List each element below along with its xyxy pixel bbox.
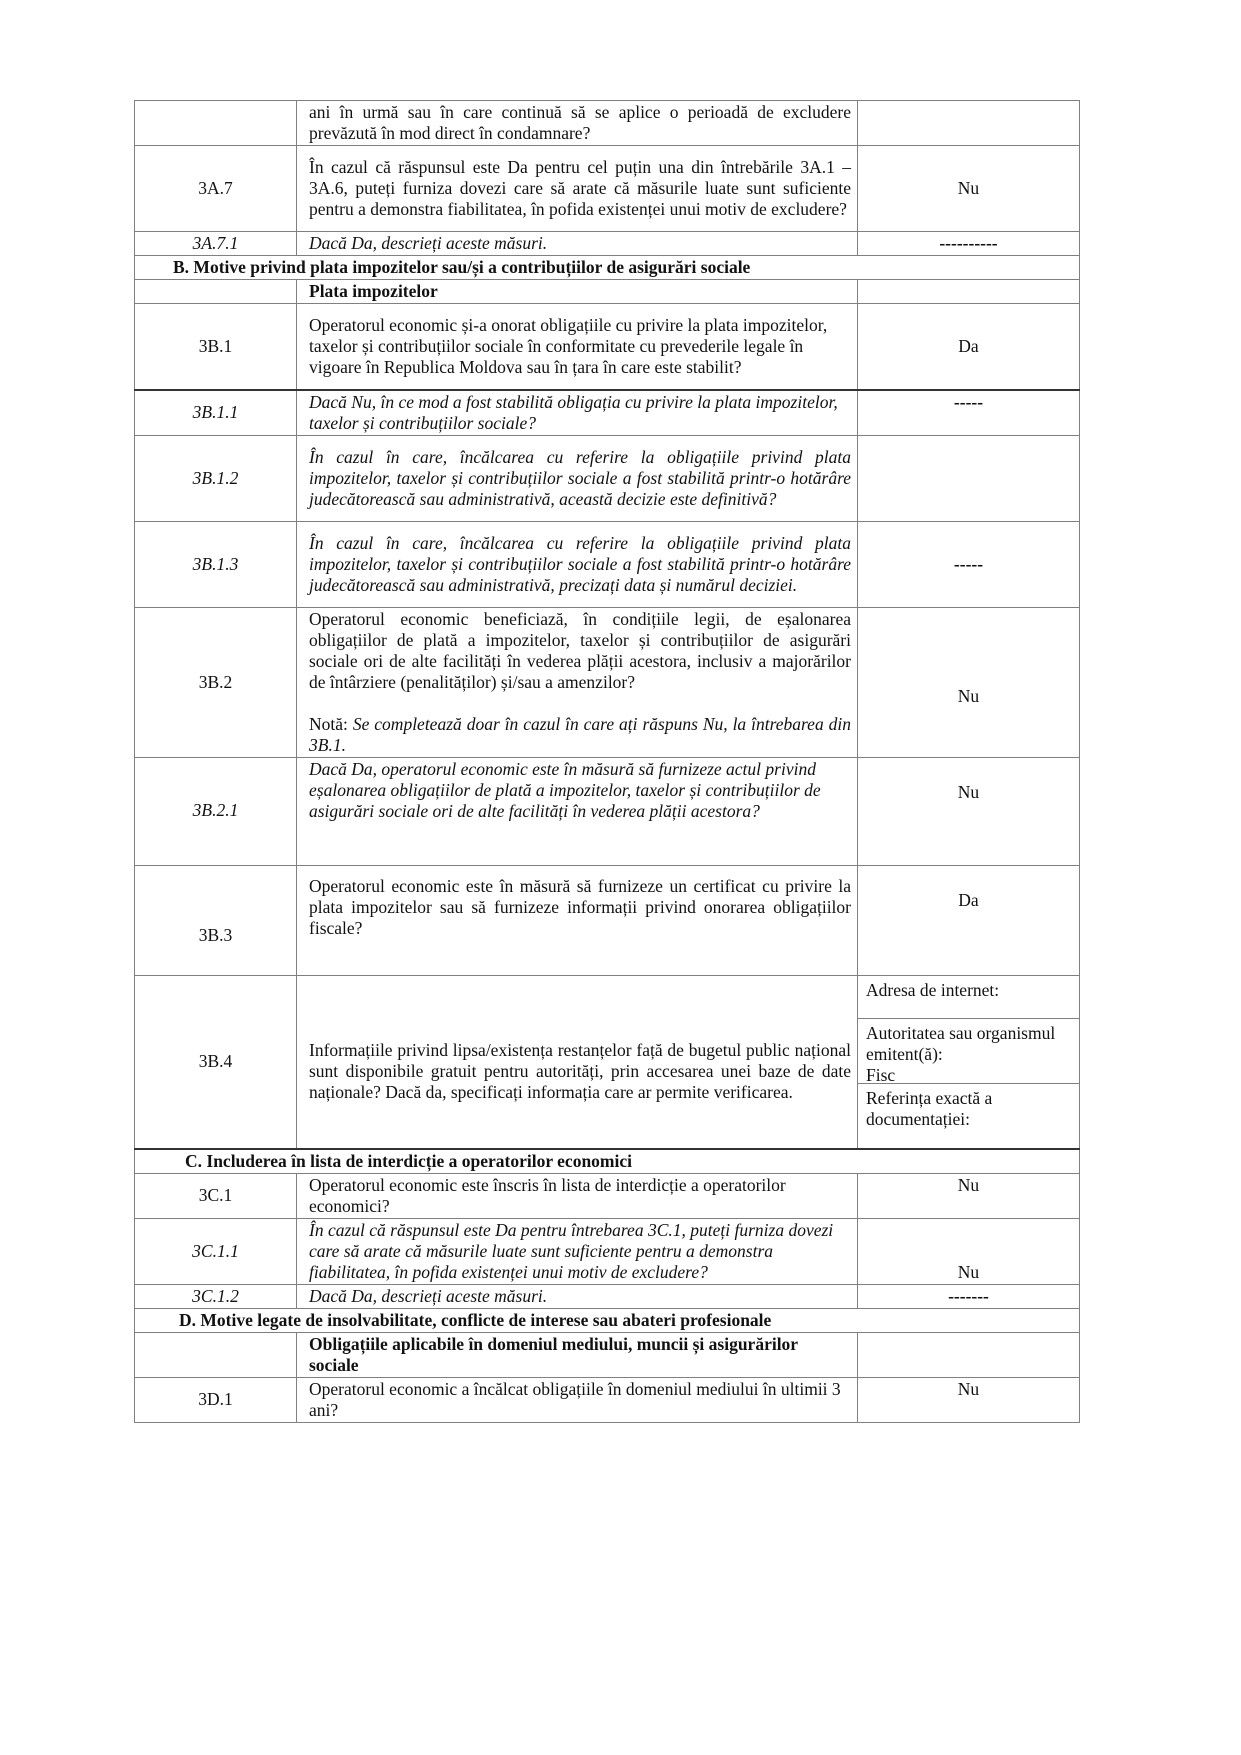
row-question: În cazul că răspunsul este Da pentru cel puțin una din întrebările 3A.1 – 3A.6, puteți furniza dovezi care să arate că măsurile luate sunt suficiente pentru a demonstra fiabilitatea, în pofida existenței unui motiv de excludere? — [297, 146, 858, 232]
authority-label: Autoritatea sau organismul emitent(ă): — [866, 1022, 1056, 1064]
table-row — [135, 521, 1080, 607]
table-row — [135, 1284, 1080, 1308]
row-code: 3A.7.1 — [135, 232, 297, 256]
exclusion-criteria-table — [134, 100, 1080, 1423]
row-answer: Nu — [858, 1377, 1080, 1422]
row-question: În cazul că răspunsul este Da pentru întrebarea 3C.1, puteți furniza dovezi care să arate că măsurile luate sunt suficiente pentru a demonstra fiabilitatea, în pofida existenței unui motiv de excludere? — [297, 1218, 858, 1284]
row-answer: ------- — [858, 1284, 1080, 1308]
row-answer: Nu — [858, 1218, 1080, 1284]
row-answer — [858, 435, 1080, 521]
row-code: 3B.4 — [135, 975, 297, 1149]
row-question: Operatorul economic a încălcat obligațiile în domeniul mediului în ultimii 3 ani? — [297, 1377, 858, 1422]
table-row — [135, 865, 1080, 975]
table-row — [135, 607, 1080, 757]
row-question: Dacă Da, descrieți aceste măsuri. — [297, 232, 858, 256]
section-title: B. Motive privind plata impozitelor sau/și a contribuțiilor de asigurări sociale — [135, 256, 1080, 280]
section-header-c — [135, 1149, 1080, 1174]
table-row — [135, 390, 1080, 436]
row-code: 3C.1.2 — [135, 1284, 297, 1308]
row-code: 3B.1 — [135, 304, 297, 390]
web-address-label: Adresa de internet: — [866, 979, 1000, 1000]
row-code: 3A.7 — [135, 146, 297, 232]
table-row — [135, 1332, 1080, 1377]
row-code: 3C.1 — [135, 1173, 297, 1218]
row-answer: Nu — [858, 1173, 1080, 1218]
table-row — [135, 1218, 1080, 1284]
table-row — [135, 304, 1080, 390]
row-answer: Nu — [858, 757, 1080, 865]
row-code — [135, 101, 297, 146]
row-code: 3B.1.1 — [135, 390, 297, 436]
row-code: 3B.3 — [135, 865, 297, 975]
subsection-title: Obligațiile aplicabile în domeniul mediului, muncii și asigurărilor sociale — [297, 1332, 858, 1377]
document-page — [134, 100, 1079, 1423]
table-row — [135, 975, 1080, 1149]
row-code: 3C.1.1 — [135, 1218, 297, 1284]
authority-field[interactable] — [858, 1019, 1079, 1084]
reference-label: Referința exactă a documentației: — [866, 1087, 993, 1129]
row-code: 3B.2 — [135, 607, 297, 757]
row-code — [135, 280, 297, 304]
row-code: 3B.1.2 — [135, 435, 297, 521]
table-row — [135, 1377, 1080, 1422]
row-answer: ----- — [858, 521, 1080, 607]
row-code — [135, 1332, 297, 1377]
row-question: Operatorul economic și-a onorat obligațiile cu privire la plata impozitelor, taxelor și contribuțiilor sociale în conformitate cu prevederile legale în vigoare în Republica Moldova sau în țara în care este stabilit? — [297, 304, 858, 390]
table-row — [135, 232, 1080, 256]
row-answer: Nu — [858, 146, 1080, 232]
row-question: Operatorul economic este înscris în lista de interdicție a operatorilor economici? — [297, 1173, 858, 1218]
row-code: 3D.1 — [135, 1377, 297, 1422]
row-code: 3B.2.1 — [135, 757, 297, 865]
row-question — [297, 607, 858, 757]
question-text: Operatorul economic beneficiază, în condițiile legii, de eșalonarea obligațiilor de plată a impozitelor, taxelor și contribuțiilor de asigurări sociale ori de alte facilități în vederea plății acestora, inclusiv a majorărilor de întârziere (penalităților) și/sau a amenzilor? — [309, 608, 851, 692]
reference-field[interactable] — [858, 1084, 1079, 1148]
section-header-d — [135, 1308, 1080, 1332]
section-header-b — [135, 256, 1080, 280]
answer-fields — [858, 975, 1080, 1149]
section-title: C. Includerea în lista de interdicție a operatorilor economici — [135, 1149, 1080, 1174]
row-answer: Nu — [858, 607, 1080, 757]
table-row — [135, 435, 1080, 521]
note-text: Se completează doar în cazul în care ați răspuns Nu, la întrebarea din 3B.1. — [309, 713, 851, 755]
table-row — [135, 1173, 1080, 1218]
authority-value: Fisc — [866, 1064, 896, 1085]
row-question: Dacă Nu, în ce mod a fost stabilită obligația cu privire la plata impozitelor, taxelor și contribuțiilor sociale? — [297, 390, 858, 436]
row-answer: ---------- — [858, 232, 1080, 256]
row-question: Operatorul economic este în măsură să furnizeze un certificat cu privire la plata impozitelor sau să furnizeze informații privind onorarea obligațiilor fiscale? — [297, 865, 858, 975]
subsection-title: Plata impozitelor — [297, 280, 858, 304]
row-answer — [858, 101, 1080, 146]
web-address-field[interactable] — [858, 976, 1079, 1019]
row-question: Dacă Da, operatorul economic este în măsură să furnizeze actul privind eșalonarea obligațiilor de plată a impozitelor, taxelor și contribuțiilor de asigurări sociale ori de alte facilități în vederea plății acestora? — [297, 757, 858, 865]
row-question: ani în urmă sau în care continuă să se aplice o perioadă de excludere prevăzută în mod direct în condamnare? — [297, 101, 858, 146]
row-answer: ----- — [858, 390, 1080, 436]
row-answer: Da — [858, 865, 1080, 975]
row-code: 3B.1.3 — [135, 521, 297, 607]
row-answer: Da — [858, 304, 1080, 390]
section-title: D. Motive legate de insolvabilitate, conflicte de interese sau abateri profesionale — [135, 1308, 1080, 1332]
note-label: Notă: — [309, 713, 348, 734]
row-question: În cazul în care, încălcarea cu referire la obligațiile privind plata impozitelor, taxelor și contribuțiilor sociale a fost stabilită printr-o hotărâre judecătorească sau administrativă, precizați data și numărul deciziei. — [297, 521, 858, 607]
table-row — [135, 280, 1080, 304]
table-row — [135, 146, 1080, 232]
row-answer — [858, 280, 1080, 304]
table-row — [135, 757, 1080, 865]
row-question: Informațiile privind lipsa/existența restanțelor față de bugetul public național sunt disponibile gratuit pentru autorități, prin accesarea unei baze de date naționale? Dacă da, specificați informația care ar permite verificarea. — [297, 975, 858, 1149]
table-row — [135, 101, 1080, 146]
row-question: Dacă Da, descrieți aceste măsuri. — [297, 1284, 858, 1308]
row-answer — [858, 1332, 1080, 1377]
row-question: În cazul în care, încălcarea cu referire la obligațiile privind plata impozitelor, taxelor și contribuțiilor sociale a fost stabilită printr-o hotărâre judecătorească sau administrativă, această decizie este definitivă? — [297, 435, 858, 521]
